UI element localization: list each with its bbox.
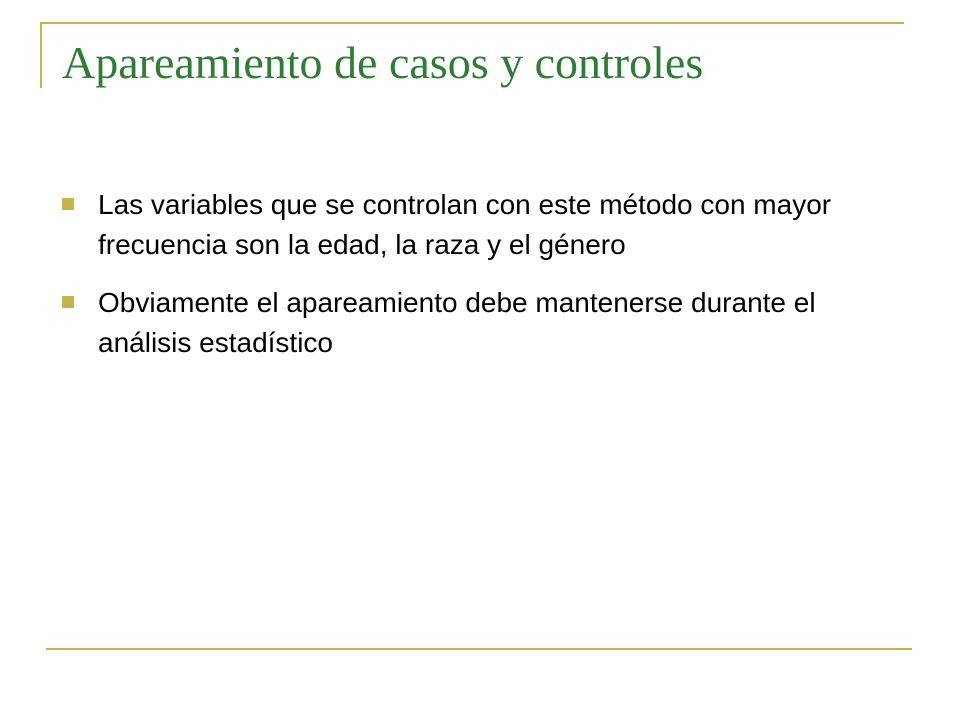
square-bullet-icon	[62, 296, 74, 308]
bullet-item	[62, 283, 892, 363]
frame-bottom-line	[46, 648, 912, 650]
bullet-item	[62, 185, 892, 265]
frame-left-line	[40, 22, 42, 88]
bullet-text: Obviamente el apareamiento debe mantenerse durante el análisis estadístico	[98, 287, 816, 358]
bullet-list	[62, 185, 892, 381]
slide-title: Apareamiento de casos y controles	[62, 37, 704, 88]
square-bullet-icon	[62, 198, 74, 210]
bullet-text: Las variables que se controlan con este método con mayor frecuencia son la edad, la raza y el género	[98, 189, 832, 260]
frame-top-line	[40, 22, 904, 24]
